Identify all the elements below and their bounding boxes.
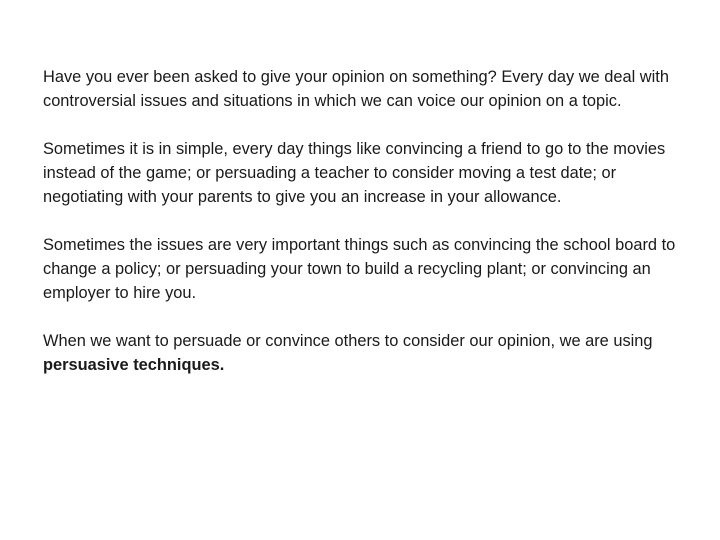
paragraph-persuasive-techniques bbox=[43, 329, 683, 377]
slide-body bbox=[43, 65, 683, 377]
paragraph-opinion-intro: Have you ever been asked to give your opinion on something? Every day we deal with controversial issues and situations in which we can voice our opinion on a topic. bbox=[43, 68, 669, 110]
paragraph-persuasive-text: When we want to persuade or convince others to consider our opinion, we are using bbox=[43, 332, 653, 350]
persuasive-techniques-term: persuasive techniques. bbox=[43, 356, 225, 374]
paragraph-everyday-examples: Sometimes it is in simple, every day things like convincing a friend to go to the movies instead of the game; or persuading a teacher to consider moving a test date; or negotiating with your parents to give you an increase in your allowance. bbox=[43, 140, 666, 206]
paragraph-important-examples: Sometimes the issues are very important things such as convincing the school board to change a policy; or persuading your town to build a recycling plant; or convincing an employer to hire you. bbox=[43, 236, 676, 302]
